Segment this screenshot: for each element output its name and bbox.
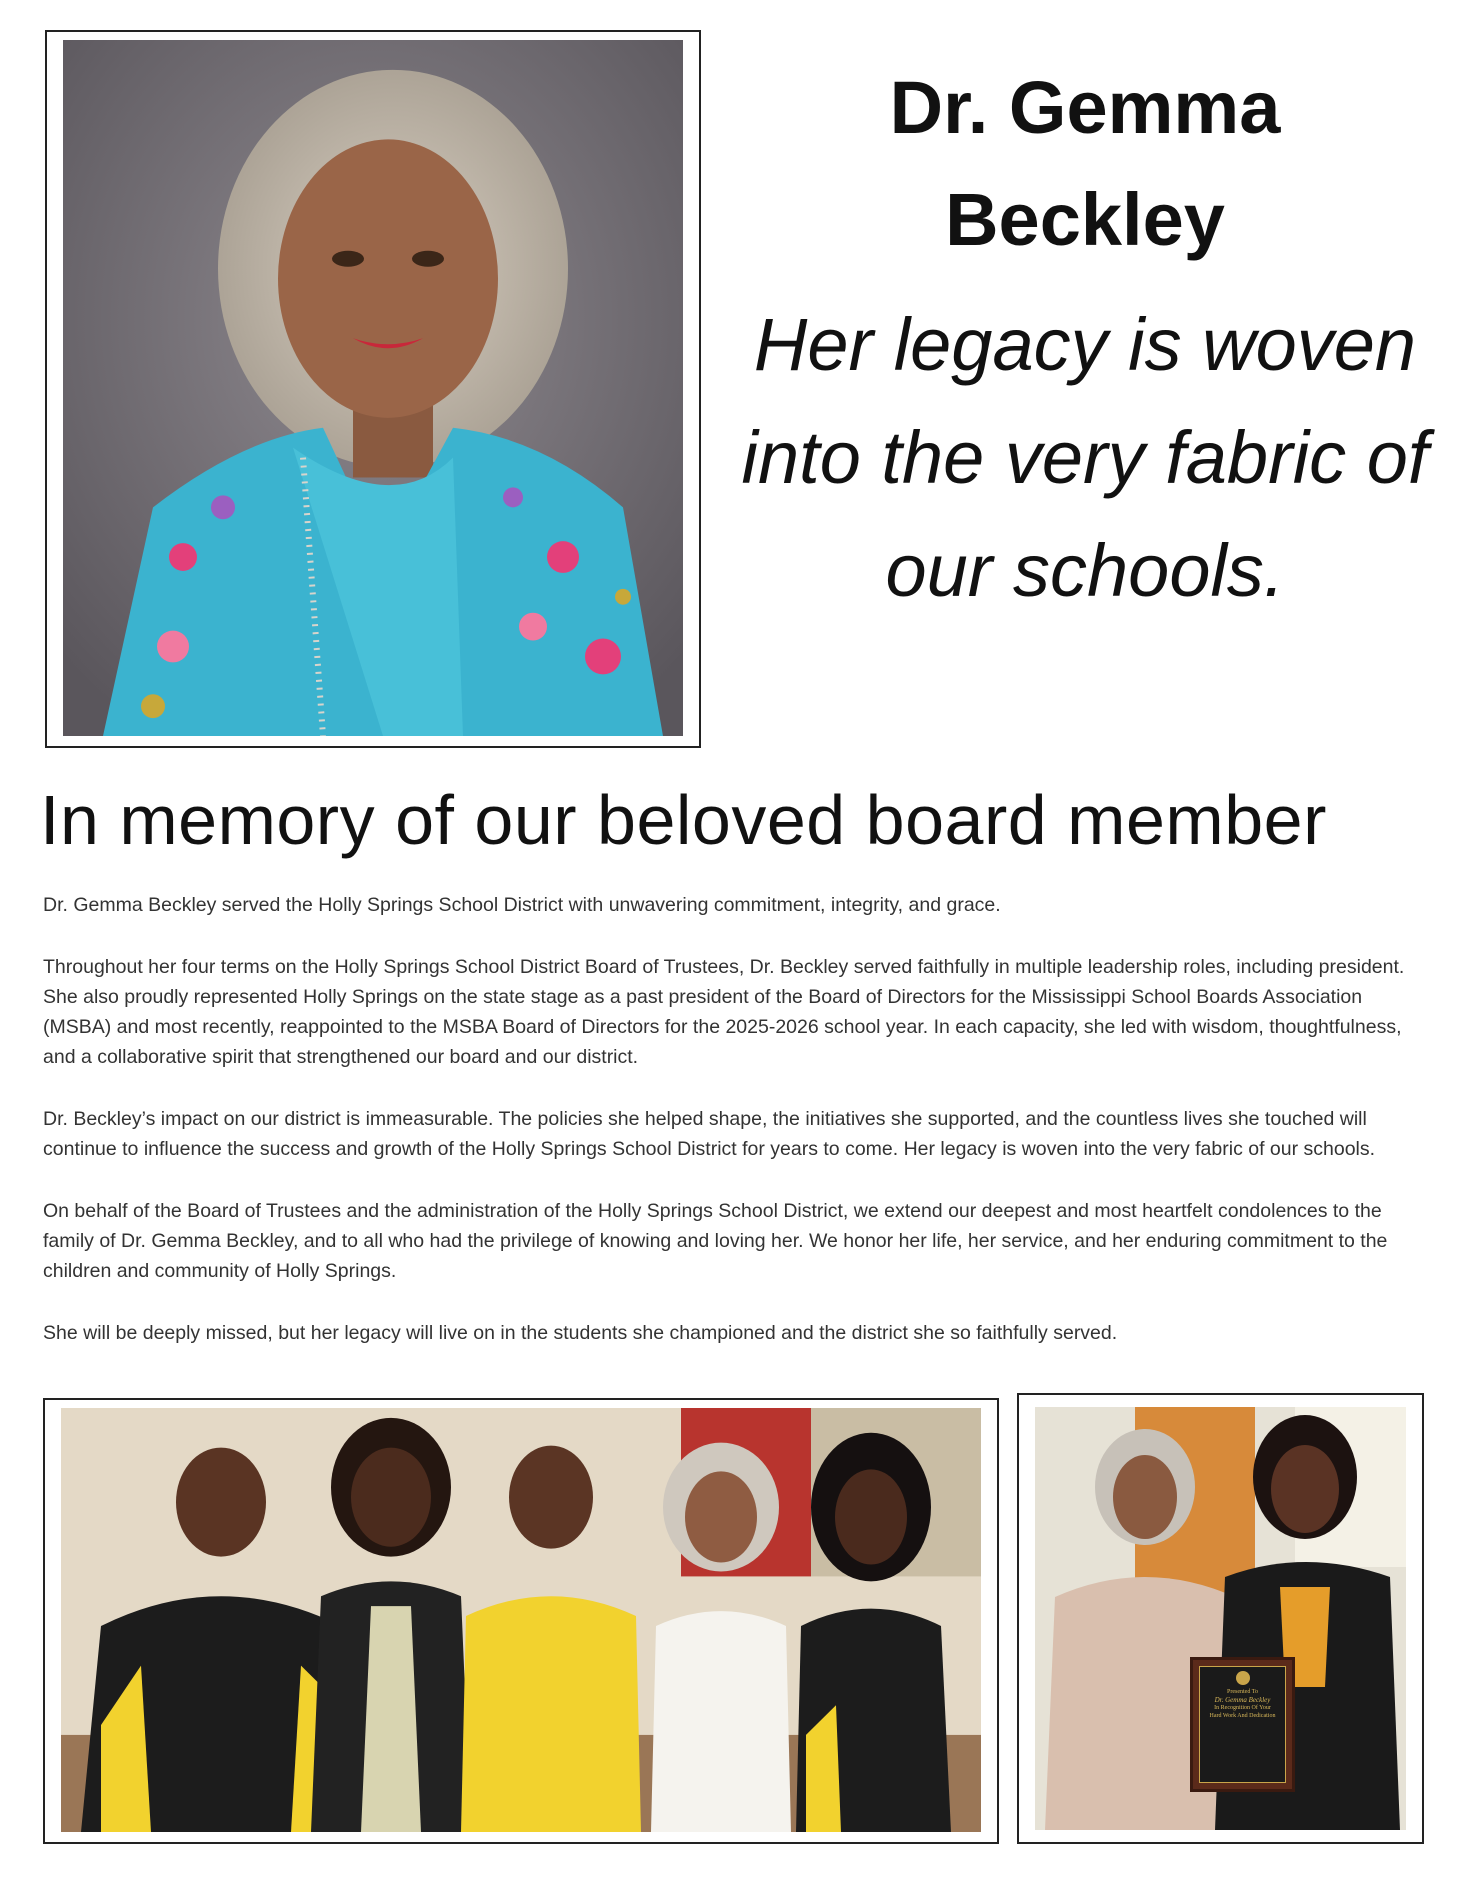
paragraph: She will be deeply missed, but her legacy will live on in the students she championed and the district she so faithfully served. — [43, 1322, 1118, 1344]
plaque-line: Presented To — [1227, 1689, 1258, 1695]
group-photo-frame — [43, 1398, 999, 1844]
paragraph: On behalf of the Board of Trustees and the administration of the Holly Springs School District, we extend our deepest and most heartfelt condolences to the family of Dr. Gemma Beckley, and to all who had the privilege of knowing and loving her. We honor her life, her service, and her enduring commitment to the children and community of Holly Springs. — [43, 1200, 1388, 1282]
portrait-photo — [63, 40, 683, 736]
honoree-name: Dr. Gemma Beckley — [889, 66, 1281, 261]
plaque-line: Hard Work And Dedication — [1209, 1713, 1276, 1719]
plaque-seal-icon — [1236, 1671, 1250, 1685]
award-photo-frame — [1017, 1393, 1424, 1844]
paragraph: Throughout her four terms on the Holly Springs School District Board of Trustees, Dr. Beckley served faithfully in multiple leadership roles, including president. She also proudly represented Holly Springs on the state stage as a past president of the Board of Directors for the Mississippi School Boards Association (MSBA) and most recently, reappointed to the MSBA Board of Directors for the 2025-2026 school year. In each capacity, she led with wisdom, thoughtfulness, and a collaborative spirit that strengthened our board and our district. — [43, 956, 1405, 1068]
portrait-photo-frame — [45, 30, 701, 748]
memorial-heading: In memory of our beloved board member — [40, 781, 1327, 859]
award-photo — [1035, 1407, 1406, 1830]
memorial-body — [43, 890, 1423, 1380]
plaque — [1190, 1657, 1295, 1792]
paragraph: Dr. Gemma Beckley served the Holly Springs School District with unwavering commitment, integrity, and grace. — [43, 894, 1001, 916]
paragraph: Dr. Beckley’s impact on our district is immeasurable. The policies she helped shape, the initiatives she supported, and the countless lives she touched will continue to influence the success and growth of the Holly Springs School District for years to come. Her legacy is woven into the very fabric of our schools. — [43, 1108, 1376, 1160]
legacy-quote: Her legacy is woven into the very fabric of our schools. — [741, 303, 1429, 612]
plaque-line: Dr. Gemma Beckley — [1214, 1696, 1271, 1704]
plaque-line: In Recognition Of Your — [1214, 1705, 1271, 1711]
group-photo — [61, 1408, 981, 1832]
